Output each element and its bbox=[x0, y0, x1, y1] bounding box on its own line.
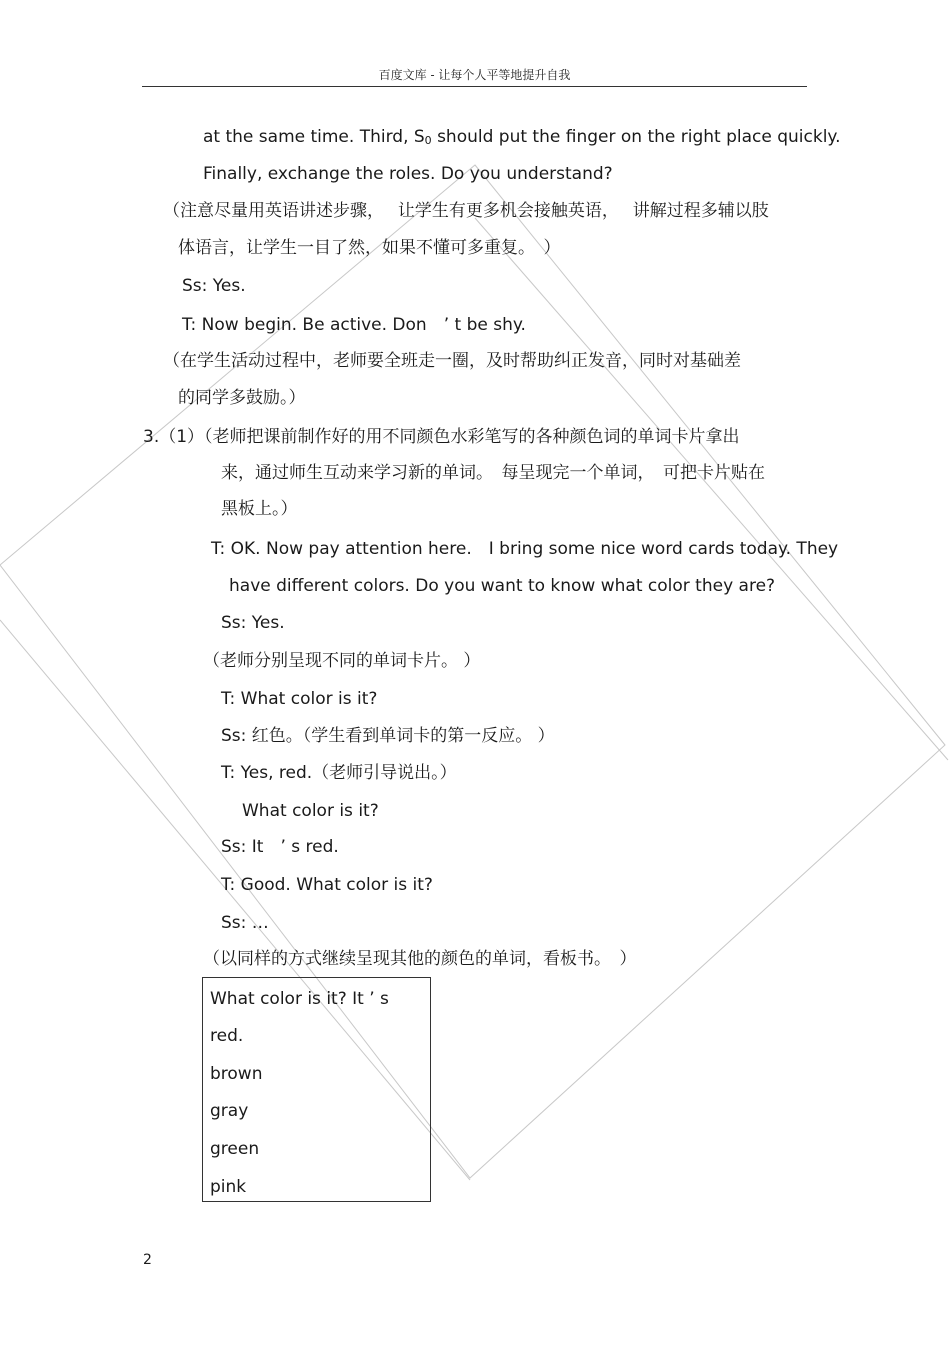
board-line: What color is it? It ’ s bbox=[210, 989, 389, 1009]
text-line: 体语言，让学生一目了然，如果不懂可多重复。 ） bbox=[178, 238, 561, 258]
text-line: Ss: … bbox=[221, 913, 269, 933]
text-line: 黑板上。） bbox=[221, 499, 298, 519]
blackboard-box bbox=[202, 977, 431, 1202]
text-line: Ss: It ’ s red. bbox=[221, 837, 339, 857]
text-line: （以同样的方式继续呈现其他的颜色的单词，看板书。 ） bbox=[203, 949, 637, 969]
board-item: red. bbox=[210, 1026, 244, 1046]
text-line: T: Good. What color is it? bbox=[221, 875, 433, 895]
text-line: have different colors. Do you want to know what color they are? bbox=[229, 576, 776, 596]
text-line: 来，通过师生互动来学习新的单词。 每呈现完一个单词， 可把卡片贴在 bbox=[221, 463, 765, 483]
text-line: T: Now begin. Be active. Don ’ t be shy. bbox=[182, 315, 526, 335]
board-item: gray bbox=[210, 1101, 249, 1121]
text-line: What color is it? bbox=[242, 801, 379, 821]
text-line: Finally, exchange the roles. Do you understand? bbox=[203, 164, 613, 184]
board-item: pink bbox=[210, 1177, 247, 1197]
board-item: brown bbox=[210, 1064, 263, 1084]
board-item: green bbox=[210, 1139, 260, 1159]
text-line: Ss: Yes. bbox=[182, 276, 246, 296]
text-line: Ss: 红色。（学生看到单词卡的第一反应。 ） bbox=[221, 726, 555, 746]
text-line: （在学生活动过程中，老师要全班走一圈，及时帮助纠正发音，同时对基础差 bbox=[163, 351, 741, 371]
text-line: 3.（1）（老师把课前制作好的用不同颜色水彩笔写的各种颜色词的单词卡片拿出 bbox=[143, 427, 740, 447]
text-line: 的同学多鼓励。） bbox=[178, 388, 306, 408]
page-number: 2 bbox=[143, 1252, 152, 1268]
text-line: T: OK. Now pay attention here. I bring some nice word cards today. They bbox=[211, 539, 839, 559]
text-line: （注意尽量用英语讲述步骤， 让学生有更多机会接触英语， 讲解过程多辅以肢 bbox=[163, 201, 769, 221]
text-line: T: Yes, red.（老师引导说出。） bbox=[221, 763, 457, 783]
subscript: 0 bbox=[424, 134, 432, 147]
text-line: at the same time. Third, S0 should put the finger on the right place quickly. bbox=[203, 127, 841, 147]
text-line: （老师分别呈现不同的单词卡片。 ） bbox=[203, 651, 481, 671]
text-line: T: What color is it? bbox=[221, 689, 378, 709]
text-line: Ss: Yes. bbox=[221, 613, 285, 633]
page-header: 百度文库 - 让每个人平等地提升自我 bbox=[142, 66, 807, 87]
